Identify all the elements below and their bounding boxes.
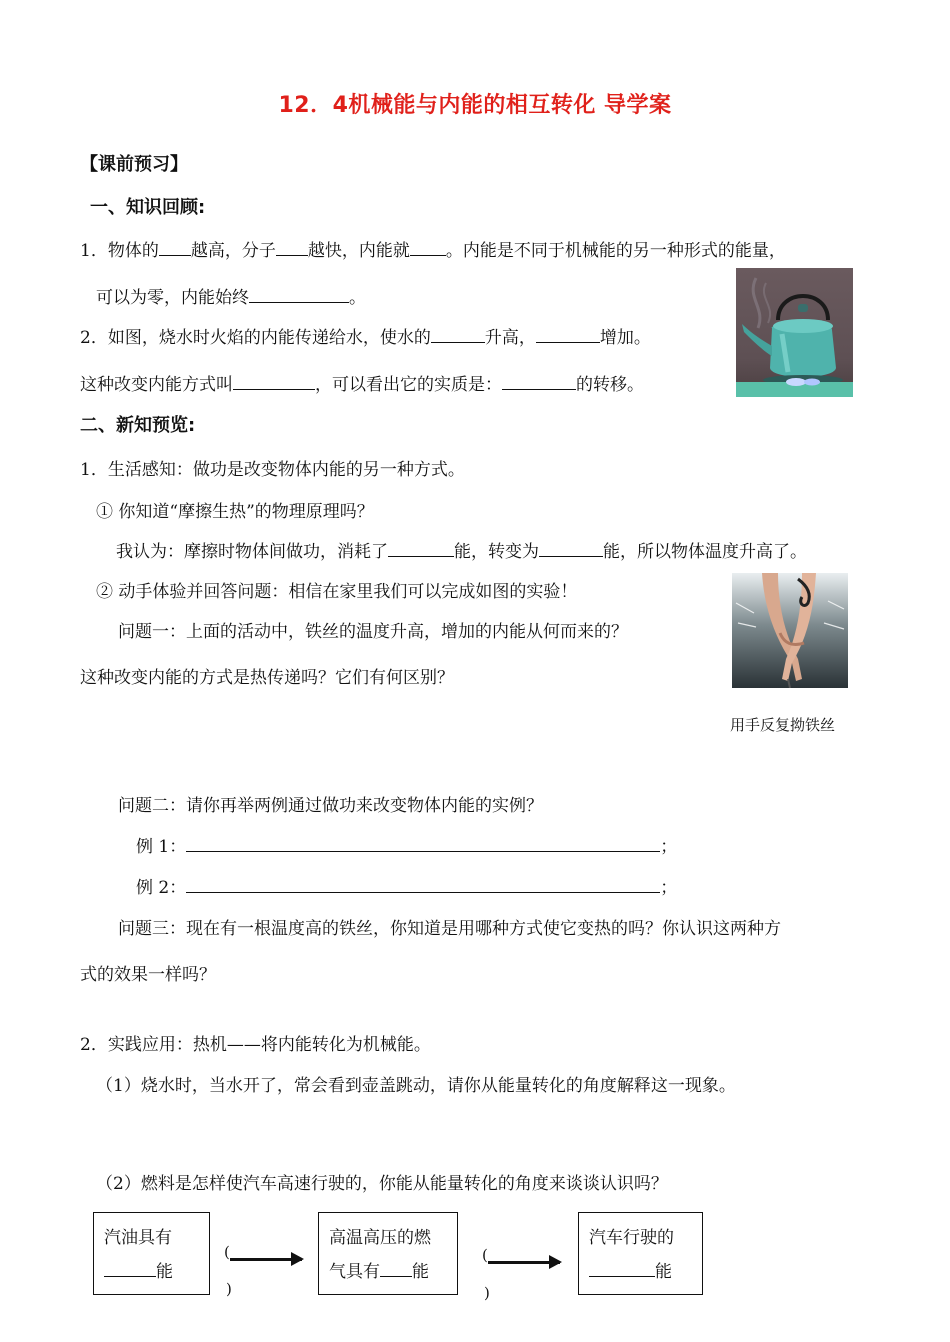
flow-box-gas-line-2: 气具有 能: [329, 1262, 429, 1282]
blank-field[interactable]: [589, 1261, 655, 1277]
sub-question-1-answer: 我认为：摩擦时物体间做功，消耗了 能，转变为 能，所以物体温度升高了。: [116, 542, 807, 562]
flow-box-car: [578, 1212, 703, 1295]
sub-question-2: ② 动手体验并回答问题：相信在家里我们可以完成如图的实验！: [96, 582, 578, 602]
question-1-line-1: 1．物体的 越高，分子 越快，内能就 。内能是不同于机械能的另一种形式的能量，: [80, 241, 786, 261]
question-2-line-1: 2．如图，烧水时火焰的内能传递给水，使水的 升高， 增加。: [80, 328, 651, 348]
flow-box-gas-line-1: 高温高压的燃: [329, 1228, 431, 1248]
blank-field[interactable]: [159, 240, 191, 256]
example-1-row: 例 1： ；: [136, 837, 678, 857]
question-1-line-2: 可以为零，内能始终 。: [96, 288, 366, 308]
blank-field[interactable]: [431, 327, 485, 343]
item-1: 1．生活感知：做功是改变物体内能的另一种方式。: [80, 460, 465, 480]
paren-open: (: [482, 1246, 488, 1264]
application-2: （2）燃料是怎样使汽车高速行驶的，你能从能量转化的角度来谈谈认识吗？: [96, 1174, 668, 1194]
flow-box-gas: [318, 1212, 458, 1295]
example-1-field[interactable]: [186, 836, 660, 852]
blank-field[interactable]: [502, 374, 576, 390]
question-one-line-1: 问题一：上面的活动中，铁丝的温度升高，增加的内能从何而来的？: [118, 622, 628, 642]
blank-field[interactable]: [539, 541, 603, 557]
flow-box-car-line-1: 汽车行驶的: [589, 1228, 674, 1248]
paren-close: ): [484, 1284, 490, 1302]
hands-bending-wire-image: [732, 573, 848, 688]
blank-field[interactable]: [249, 287, 349, 303]
blank-field[interactable]: [233, 374, 315, 390]
application-1: （1）烧水时，当水开了，常会看到壶盖跳动，请你从能量转化的角度解释这一现象。: [96, 1076, 736, 1096]
blank-field[interactable]: [380, 1261, 412, 1277]
flow-box-gasoline-line-1: 汽油具有: [104, 1228, 172, 1248]
question-three-line-1: 问题三：现在有一根温度高的铁丝，你知道是用哪种方式使它变热的吗？你认识这两种方: [118, 919, 781, 939]
kettle-image: [736, 268, 853, 397]
blank-field[interactable]: [536, 327, 600, 343]
example-2-field[interactable]: [186, 877, 660, 893]
flow-arrow-1: [230, 1258, 302, 1261]
question-one-line-2: 这种改变内能的方式是热传递吗？它们有何区别？: [80, 668, 454, 688]
blank-field[interactable]: [276, 240, 308, 256]
example-2-row: 例 2： ；: [136, 878, 678, 898]
sub-question-1: ① 你知道“摩擦生热”的物理原理吗？: [96, 502, 374, 522]
flow-box-gasoline-line-2: 能: [104, 1255, 199, 1289]
flow-box-gasoline: [93, 1212, 210, 1295]
part1-heading: 一、知识回顾:: [90, 197, 206, 218]
blank-field[interactable]: [410, 240, 446, 256]
part2-heading: 二、新知预览:: [80, 415, 196, 436]
question-three-line-2: 式的效果一样吗？: [80, 965, 216, 985]
page-title: 12．4机械能与内能的相互转化 导学案: [278, 93, 672, 118]
paren-close: ): [226, 1280, 232, 1298]
photo-caption: 用手反复拗铁丝: [730, 716, 836, 734]
blank-field[interactable]: [388, 541, 454, 557]
section-preview-heading: 【课前预习】: [80, 154, 188, 175]
paren-open: (: [224, 1243, 230, 1261]
item-2: 2．实践应用：热机——将内能转化为机械能。: [80, 1035, 431, 1055]
blank-field[interactable]: [104, 1261, 156, 1277]
flow-arrow-2: [488, 1261, 560, 1264]
flow-box-car-line-2: 能: [589, 1255, 692, 1289]
question-two: 问题二：请你再举两例通过做功来改变物体内能的实例？: [118, 796, 543, 816]
question-2-line-2: 这种改变内能方式叫 ，可以看出它的实质是： 的转移。: [80, 375, 644, 395]
